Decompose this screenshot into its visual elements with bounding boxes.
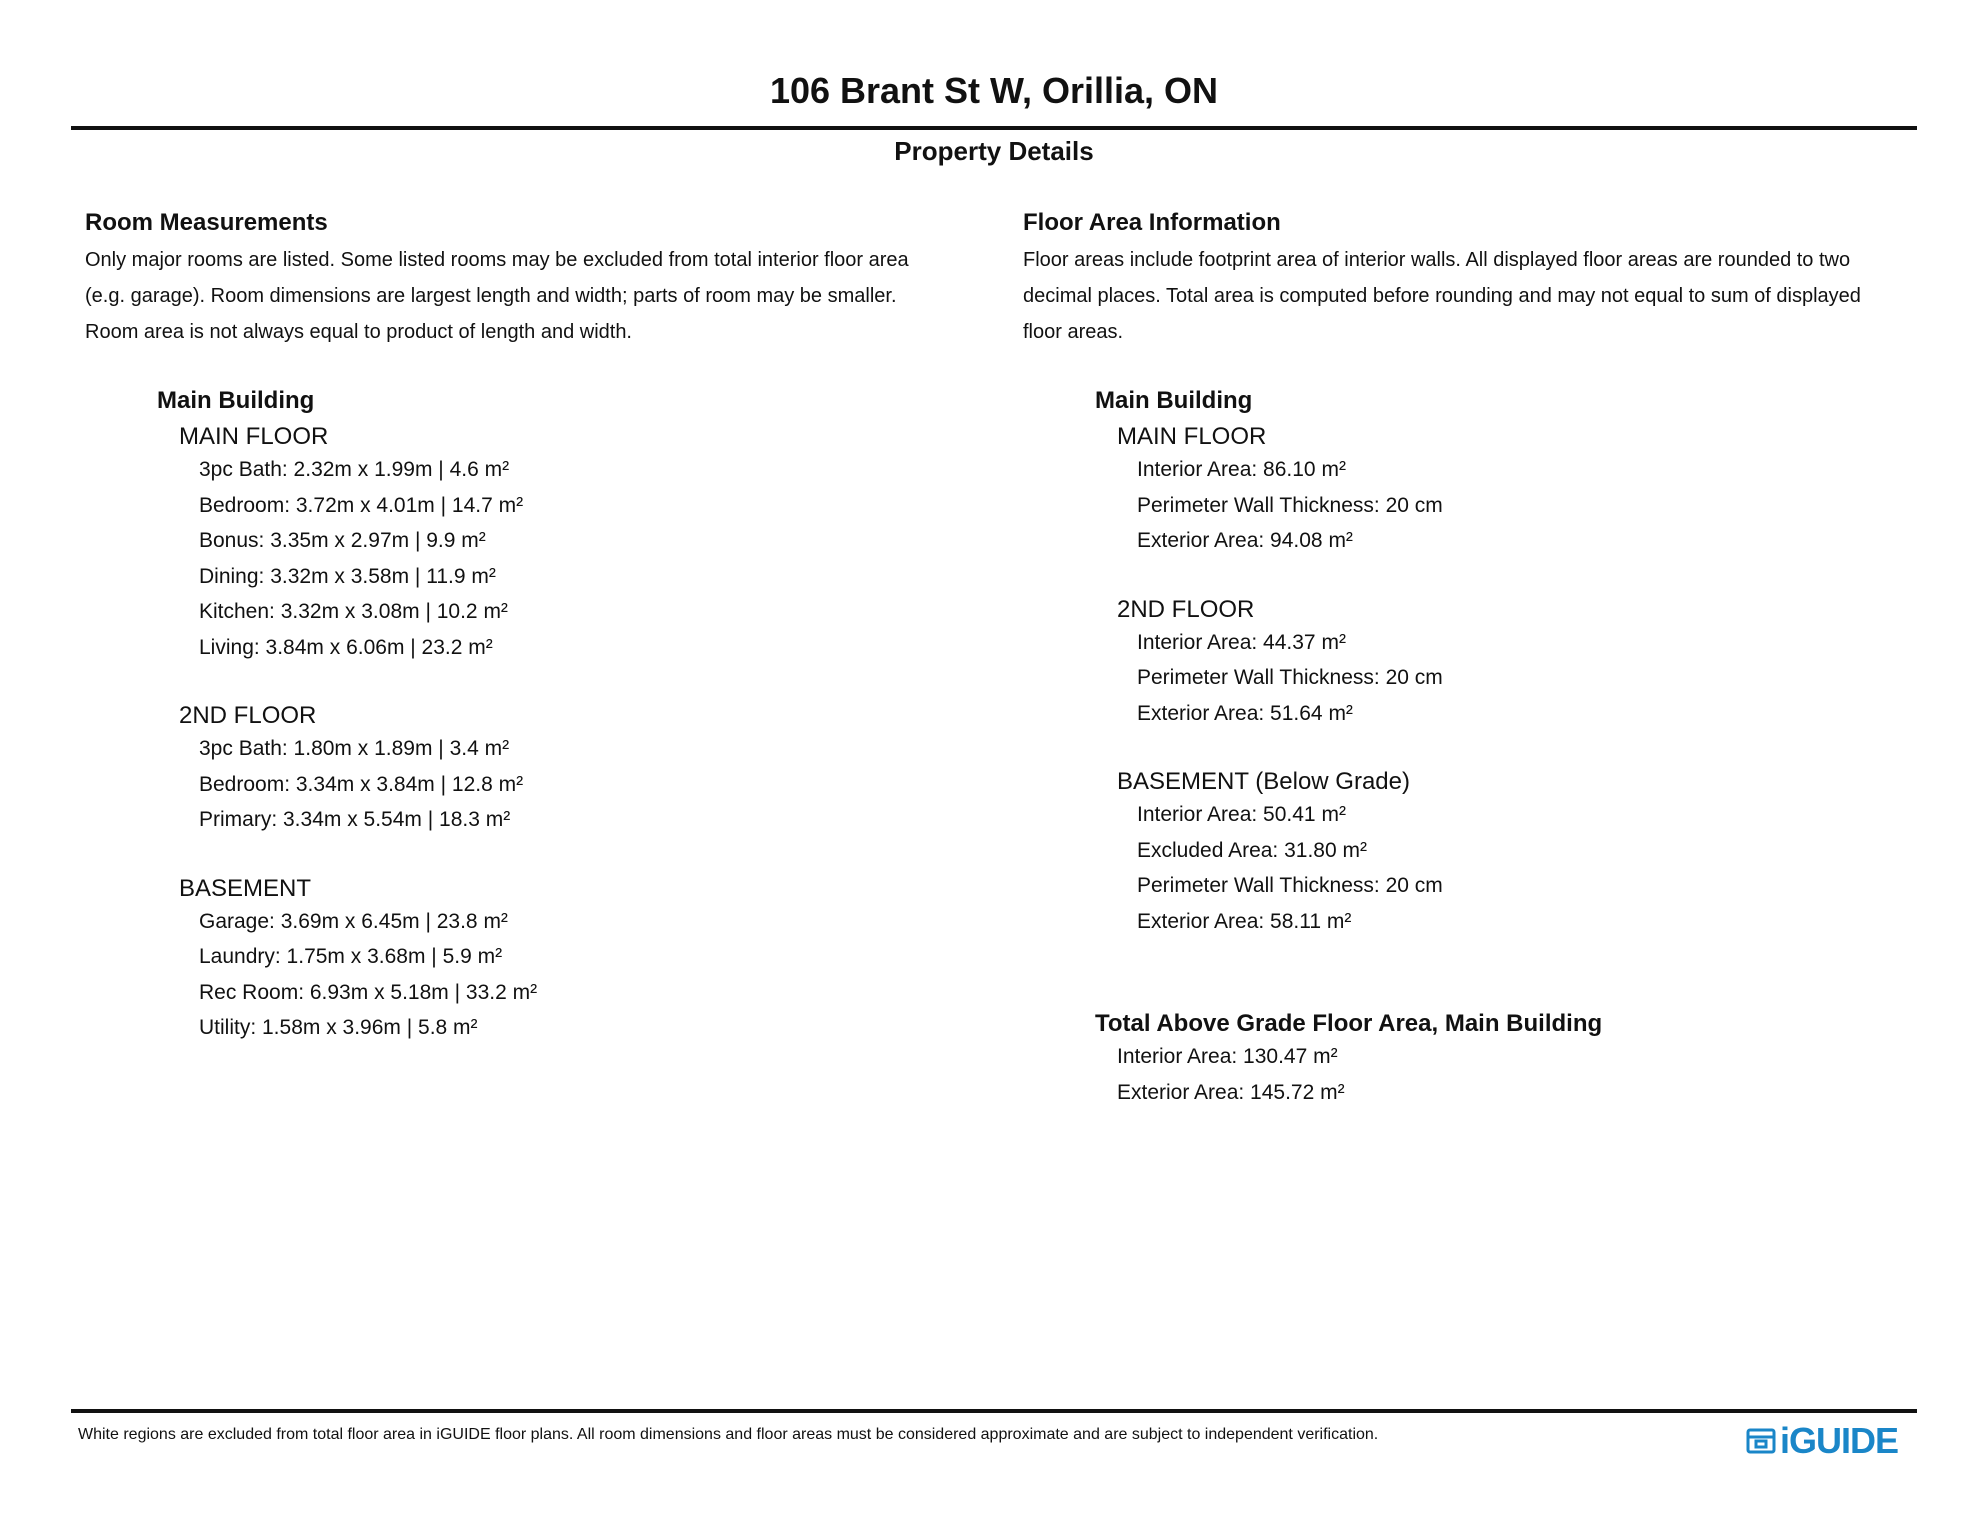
area-item: Exterior Area: 51.64 m²	[1137, 701, 1353, 725]
floor-area-description	[1023, 242, 1923, 350]
room-item: Utility: 1.58m x 3.96m | 5.8 m²	[199, 1016, 478, 1039]
area-item: Perimeter Wall Thickness: 20 cm	[1137, 874, 1443, 897]
total-area-item: Exterior Area: 145.72 m²	[1117, 1080, 1345, 1104]
area-item: Interior Area: 86.10 m²	[1137, 458, 1346, 481]
room-item: 3pc Bath: 1.80m x 1.89m | 3.4 m²	[199, 737, 510, 760]
room-item: Garage: 3.69m x 6.45m | 23.8 m²	[199, 909, 508, 933]
area-item: Excluded Area: 31.80 m²	[1137, 838, 1367, 862]
description-line: Only major rooms are listed. Some listed rooms may be excluded from total interior floor area	[85, 249, 909, 271]
room-item: Dining: 3.32m x 3.58m | 11.9 m²	[199, 564, 496, 588]
total-area-heading: Total Above Grade Floor Area, Main Building	[1095, 1010, 1603, 1037]
room-item: Bonus: 3.35m x 2.97m | 9.9 m²	[199, 529, 486, 552]
description-line: Room area is not always equal to product of length and width.	[85, 321, 632, 343]
area-item: Interior Area: 44.37 m²	[1137, 630, 1346, 654]
floor-area-heading: Floor Area Information	[1023, 209, 1281, 236]
building-heading: Main Building	[1095, 387, 1253, 414]
building-heading: Main Building	[157, 387, 315, 414]
room-item: Rec Room: 6.93m x 5.18m | 33.2 m²	[199, 980, 538, 1004]
description-line: Floor areas include footprint area of interior walls. All displayed floor areas are rounded to two	[1023, 249, 1851, 271]
floor-heading: MAIN FLOOR	[1117, 423, 1267, 450]
room-item: Bedroom: 3.34m x 3.84m | 12.8 m²	[199, 772, 524, 796]
floor-heading: 2ND FLOOR	[179, 702, 317, 729]
total-area-item: Interior Area: 130.47 m²	[1117, 1045, 1338, 1068]
page-subtitle: Property Details	[894, 136, 1094, 166]
floor-heading: 2ND FLOOR	[1117, 595, 1255, 623]
floor-heading: BASEMENT (Below Grade)	[1117, 768, 1410, 795]
footer-rule	[71, 1409, 1917, 1413]
area-item: Interior Area: 50.41 m²	[1137, 803, 1346, 826]
floor-heading: MAIN FLOOR	[179, 423, 329, 450]
room-item: Laundry: 1.75m x 3.68m | 5.9 m²	[199, 945, 503, 968]
area-item: Exterior Area: 58.11 m²	[1137, 909, 1352, 933]
iguide-logo-text: iGUIDE	[1780, 1420, 1899, 1461]
room-measurements-heading: Room Measurements	[85, 209, 328, 236]
footer-note: White regions are excluded from total floor area in iGUIDE floor plans. All room dimensions and floor areas must be considered approximate and are subject to independent verification.	[78, 1426, 1379, 1443]
floor-heading: BASEMENT	[179, 874, 312, 902]
description-line: (e.g. garage). Room dimensions are largest length and width; parts of room may be smaller.	[85, 285, 897, 307]
room-item: Primary: 3.34m x 5.54m | 18.3 m²	[199, 808, 511, 831]
room-item: Living: 3.84m x 6.06m | 23.2 m²	[199, 635, 493, 659]
description-line: floor areas.	[1023, 321, 1124, 343]
description-line: decimal places. Total area is computed before rounding and may not equal to sum of displayed	[1023, 285, 1861, 307]
room-item: 3pc Bath: 2.32m x 1.99m | 4.6 m²	[199, 458, 510, 481]
room-item: Kitchen: 3.32m x 3.08m | 10.2 m²	[199, 600, 508, 623]
area-item: Perimeter Wall Thickness: 20 cm	[1137, 493, 1443, 517]
room-measurements-section	[85, 208, 985, 1046]
iguide-logo-icon	[1746, 1426, 1776, 1456]
area-item: Perimeter Wall Thickness: 20 cm	[1137, 666, 1443, 689]
room-measurements-description	[85, 242, 985, 350]
iguide-logo	[1746, 1420, 1898, 1462]
header-rule	[71, 126, 1917, 130]
floor-area-section	[1023, 208, 1923, 1110]
area-item: Exterior Area: 94.08 m²	[1137, 529, 1353, 552]
page-title: 106 Brant St W, Orillia, ON	[769, 70, 1219, 111]
room-item: Bedroom: 3.72m x 4.01m | 14.7 m²	[199, 493, 524, 517]
